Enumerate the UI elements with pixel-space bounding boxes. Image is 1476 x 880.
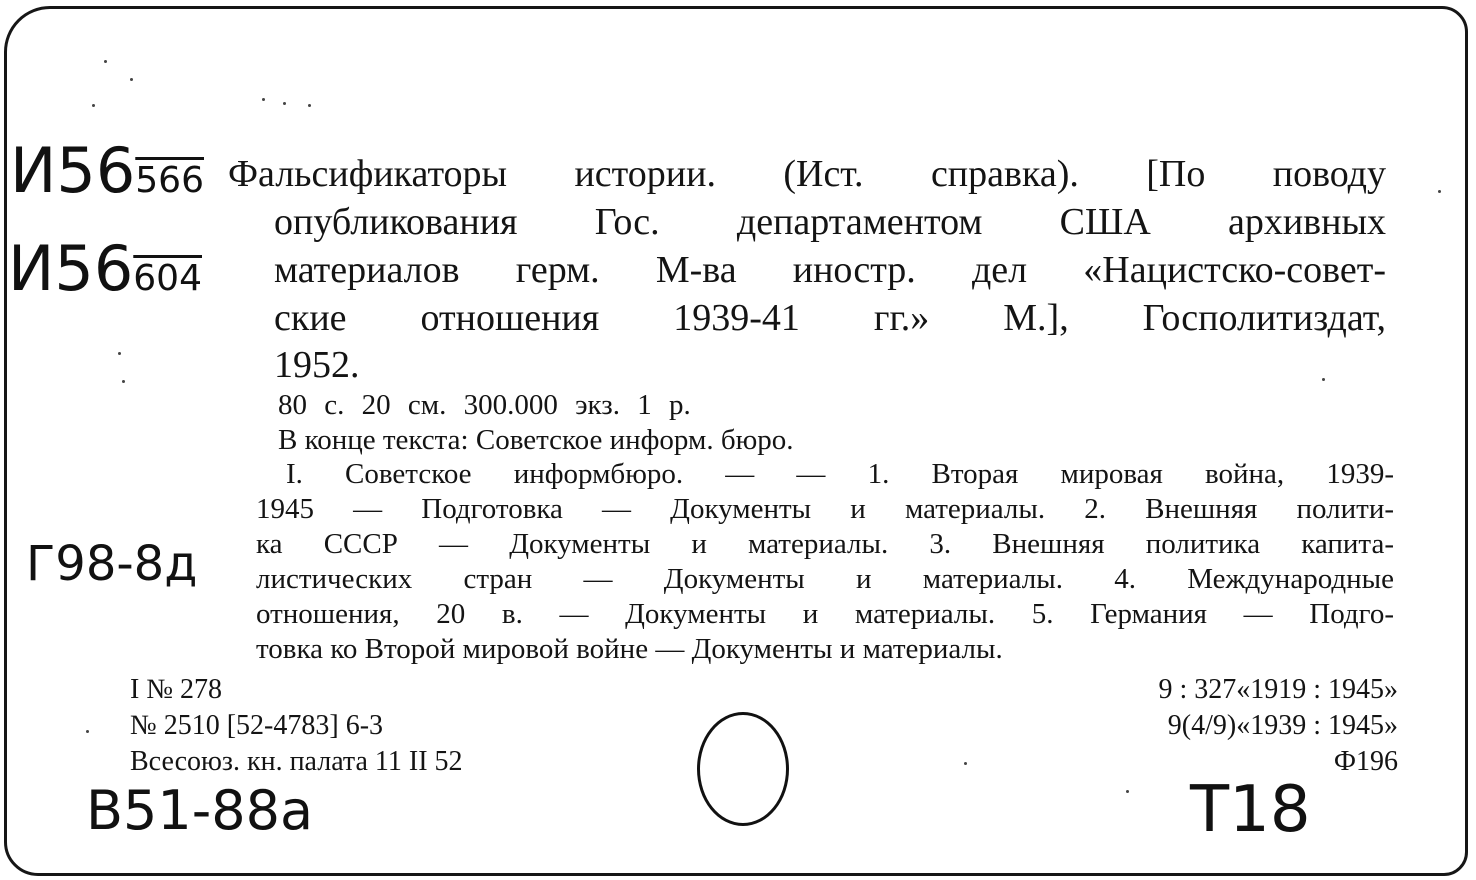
title-line-3: материалов герм. М-ва иностр. дел «Нацистско-совет- bbox=[274, 249, 1386, 291]
title-line-5: 1952. bbox=[274, 344, 360, 386]
footer-right-3: Ф196 bbox=[1333, 746, 1398, 777]
note: В конце текста: Советское информ. бюро. bbox=[278, 424, 794, 456]
title-line-2: опубликования Гос. департаментом США архивных bbox=[274, 201, 1386, 243]
subject-line-3: ка СССР — Документы и материалы. 3. Внешняя политика капита- bbox=[256, 528, 1394, 560]
collation: 80 с. 20 см. 300.000 экз. 1 р. bbox=[278, 389, 691, 421]
title-line-1: Фальсификаторы истории. (Ист. справка). [По поводу bbox=[228, 153, 1386, 195]
shelf-mark-1-sup: 566 bbox=[135, 160, 204, 201]
subject-line-1: I. Советское информбюро. — — 1. Вторая мировая война, 1939- bbox=[286, 458, 1394, 490]
subject-line-5: отношения, 20 в. — Документы и материалы. 5. Германия — Подго- bbox=[256, 598, 1394, 630]
footer-right-2: 9(4/9)«1939 : 1945» bbox=[1167, 710, 1398, 741]
subject-line-2: 1945 — Подготовка — Документы и материалы. 2. Внешняя полити- bbox=[256, 493, 1394, 525]
punch-hole bbox=[697, 712, 789, 826]
footer-right-1: 9 : 327«1919 : 1945» bbox=[1158, 674, 1398, 705]
shelf-mark-1 bbox=[10, 134, 204, 207]
shelf-mark-3: Г98-8д bbox=[26, 536, 198, 592]
footer-left-3: Всесоюз. кн. палата 11 II 52 bbox=[130, 746, 463, 777]
shelf-mark-2-sup: 604 bbox=[133, 258, 202, 299]
subject-line-6: товка ко Второй мировой войне — Документы и материалы. bbox=[256, 633, 1003, 665]
footer-left-2: № 2510 [52-4783] 6-3 bbox=[130, 710, 384, 741]
shelf-mark-4: B51-88а bbox=[86, 779, 314, 842]
shelf-mark-2 bbox=[8, 232, 202, 305]
shelf-mark-1-main: И56 bbox=[10, 134, 136, 207]
shelf-mark-2-main: И56 bbox=[8, 232, 134, 305]
footer-left-1: I № 278 bbox=[130, 674, 223, 705]
title-line-4: ские отношения 1939-41 гг.» М.], Госполитиздат, bbox=[274, 297, 1386, 339]
shelf-mark-5: T18 bbox=[1190, 773, 1311, 847]
subject-line-4: листических стран — Документы и материалы. 4. Международные bbox=[256, 563, 1394, 595]
